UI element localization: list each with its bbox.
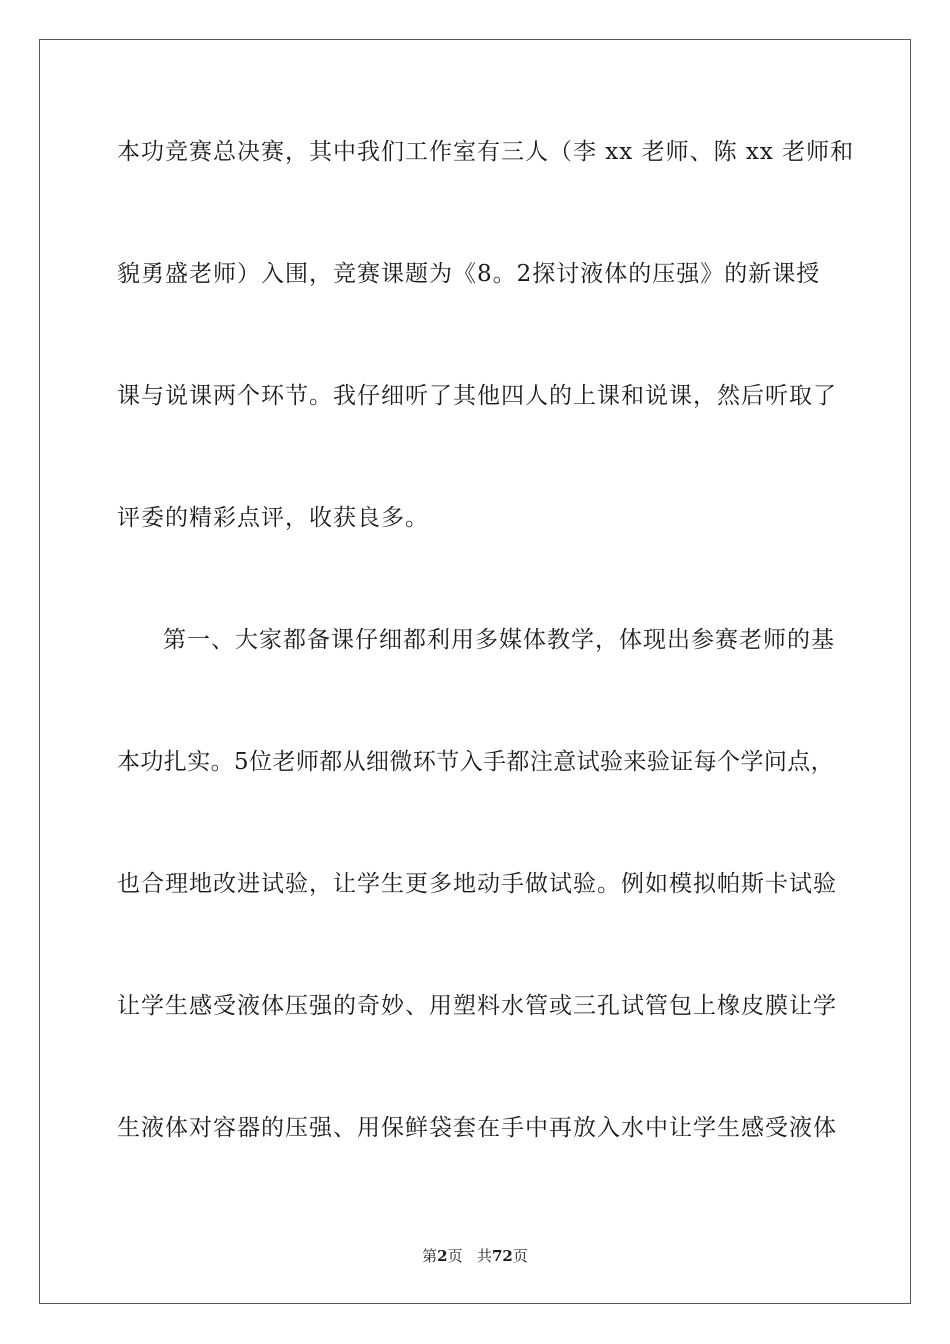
total-prefix: 共 (476, 1247, 492, 1265)
page-number: 2 (437, 1247, 448, 1265)
paragraph-line: 课与说课两个环节。我仔细听了其他四人的上课和说课，然后听取了 (117, 383, 837, 409)
paragraph-line: 本功扎实。5位老师都从细微环节入手都注意试验来验证每个学问点， (117, 749, 835, 775)
total-suffix: 页 (512, 1247, 528, 1265)
total-pages: 72 (491, 1247, 513, 1265)
paragraph-line: 让学生感受液体压强的奇妙、用塑料水管或三孔试管包上橡皮膜让学 (117, 993, 837, 1019)
page-footer (0, 1246, 950, 1266)
paragraph-line: 也合理地改进试验，让学生更多地动手做试验。例如模拟帕斯卡试验 (117, 871, 837, 897)
page-suffix: 页 (447, 1247, 463, 1265)
paragraph-line: 评委的精彩点评，收获良多。 (117, 505, 429, 531)
page-prefix: 第 (422, 1247, 438, 1265)
paragraph-line: 生液体对容器的压强、用保鲜袋套在手中再放入水中让学生感受液体 (117, 1115, 837, 1141)
paragraph-line: 本功竞赛总决赛，其中我们工作室有三人（李 xx 老师、陈 xx 老师和 (117, 139, 855, 165)
paragraph-line: 貌勇盛老师）入围，竞赛课题为《8。2探讨液体的压强》的新课授 (117, 261, 821, 287)
paragraph-line-indented: 第一、大家都备课仔细都利用多媒体教学，体现出参赛老师的基 (163, 627, 835, 653)
